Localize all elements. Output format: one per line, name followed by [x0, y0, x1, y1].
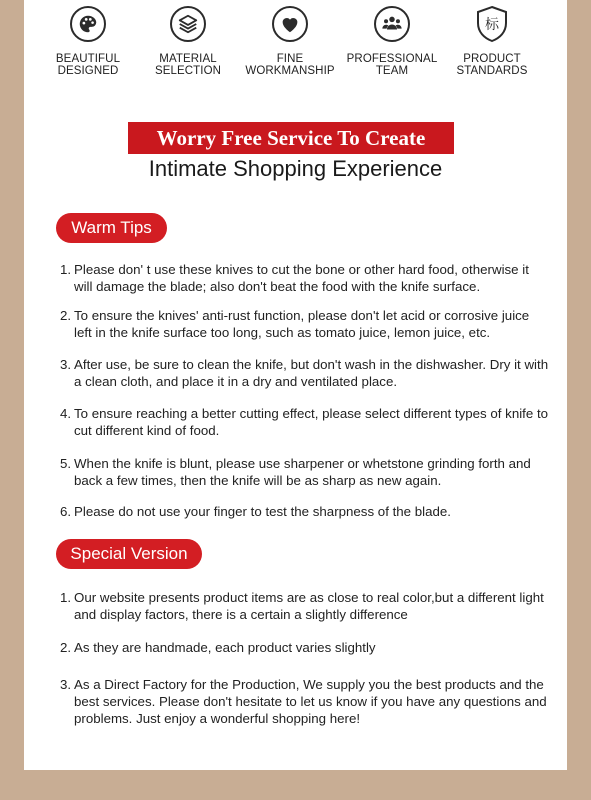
item-text: To ensure reaching a better cutting effect, please select different types of knife to cut different kind of food.: [74, 406, 549, 438]
feature-material-selection: [133, 6, 243, 77]
standard-shield-icon: [474, 6, 510, 42]
item-text: Please don' t use these knives to cut the bone or other hard food, otherwise it will damage the blade; also don't beat the food with the knife surface.: [74, 262, 529, 294]
item-text: As a Direct Factory for the Production, We supply you the best products and the best services. Please don't hesitate to let us know if you have any questions and problems. Just enjoy a wonderful shopping here!: [74, 677, 547, 726]
item-number: 3.: [60, 357, 72, 372]
item-number: 2.: [60, 308, 72, 323]
item-text: As they are handmade, each product varies slightly: [74, 640, 376, 655]
item-text: When the knife is blunt, please use sharpener or whetstone grinding forth and back a few times, then the knife will be as sharp as new again.: [74, 456, 531, 488]
list-item: [60, 356, 550, 390]
list-item: [60, 405, 550, 439]
feature-label: PRODUCT STANDARDS: [456, 53, 528, 77]
feature-label: MATERIAL SELECTION: [154, 53, 222, 77]
list-item: [60, 455, 550, 489]
item-text: Our website presents product items are as close to real color,but a different light and display factors, there is a certain a slightly difference: [74, 590, 544, 622]
list-item: [60, 503, 550, 520]
feature-fine-workmanship: [235, 6, 345, 77]
feature-professional-team: [337, 6, 447, 77]
feature-beautiful-designed: [33, 6, 143, 77]
feature-label: FINE WORKMANSHIP: [245, 53, 335, 77]
feature-label: PROFESSIONAL TEAM: [346, 53, 438, 77]
item-number: 5.: [60, 456, 72, 471]
special-version-heading: Special Version: [56, 539, 202, 569]
standard-glyph: 标: [485, 17, 499, 33]
warm-tips-heading: Warm Tips: [56, 213, 167, 243]
list-item: [60, 589, 550, 623]
feature-label: BEAUTIFUL DESIGNED: [55, 53, 121, 77]
item-text: After use, be sure to clean the knife, but don't wash in the dishwasher. Dry it with a clean cloth, and place it in a dry and ventilated place.: [74, 357, 549, 389]
feature-product-standards: [437, 6, 547, 77]
feature-row: [24, 6, 567, 86]
item-text: To ensure the knives' anti-rust function, please don't let acid or corrosive juice left in the knife surface too long, such as tomato juice, lemon juice, etc.: [74, 308, 530, 340]
item-number: 4.: [60, 406, 72, 421]
item-number: 3.: [60, 677, 72, 692]
list-item: [60, 307, 550, 341]
palette-icon: [70, 6, 106, 42]
service-banner: Worry Free Service To Create: [128, 122, 454, 154]
heart-icon: [272, 6, 308, 42]
team-icon: [374, 6, 410, 42]
list-item: [60, 639, 550, 656]
page-subtitle: Intimate Shopping Experience: [148, 156, 443, 181]
item-number: 1.: [60, 262, 72, 277]
list-item: [60, 261, 550, 295]
layers-icon: [170, 6, 206, 42]
content-panel: [24, 0, 567, 770]
item-number: 2.: [60, 640, 72, 655]
item-number: 6.: [60, 504, 72, 519]
item-number: 1.: [60, 590, 72, 605]
item-text: Please do not use your finger to test the sharpness of the blade.: [74, 504, 451, 519]
list-item: [60, 676, 550, 727]
